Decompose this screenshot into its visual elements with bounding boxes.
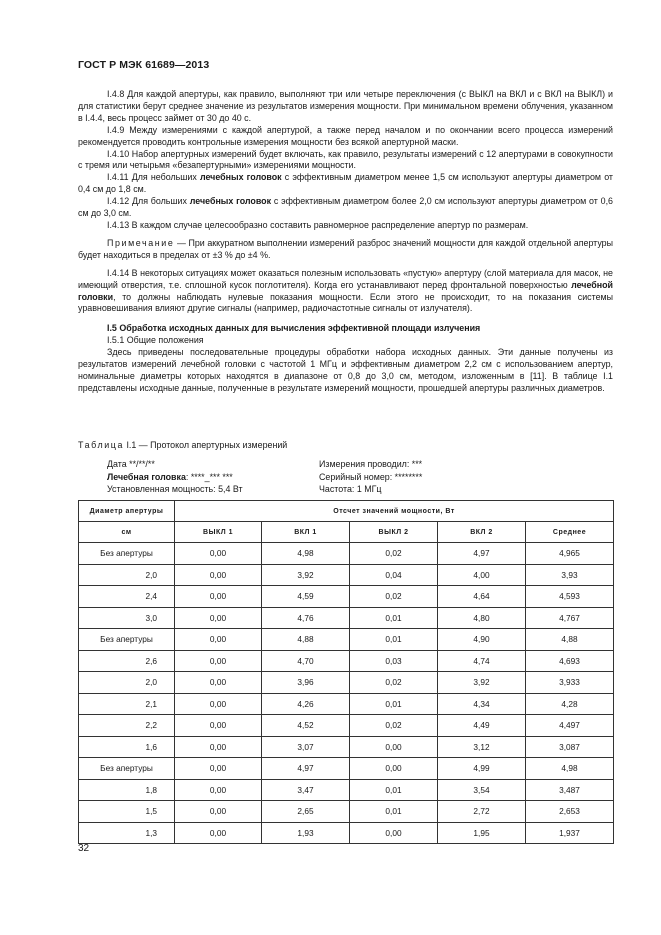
cell-value: 0,01 — [350, 801, 438, 823]
cell-value: 4,97 — [438, 543, 526, 565]
cell-value: 0,00 — [175, 736, 262, 758]
cell-value: 3,487 — [526, 779, 614, 801]
paragraph-i-5-1: Здесь приведены последовательные процедуры обработки набора исходных данных. Эти данные получены из результатов измерений лечебной головки с частотой 1 МГц и эффективным диаметром 2,2 см с использованием апертур, номинальные диаметры которых находятся в диапазоне от 0,8 до 3,0 см, методом, изложенным в [11]. В таблице I.1 представлены исходные данные, полученные в результате измерений мощности, прошедшей апертуры различных диаметров. — [78, 347, 613, 393]
table-row — [79, 586, 614, 608]
cell-value: 1,937 — [526, 822, 614, 844]
cell-value: 0,00 — [175, 543, 262, 565]
cell-value: 4,97 — [262, 758, 350, 780]
cell-value: 0,01 — [350, 779, 438, 801]
cell-diameter: 2,1 — [79, 693, 175, 715]
header-unit: см — [79, 522, 175, 543]
protocol-meta-right — [319, 458, 422, 496]
cell-value: 4,88 — [262, 629, 350, 651]
cell-value: 1,95 — [438, 822, 526, 844]
table-row — [79, 650, 614, 672]
cell-value: 0,00 — [350, 758, 438, 780]
aperture-measurement-table — [78, 500, 614, 844]
cell-value: 4,497 — [526, 715, 614, 737]
note-text: — При аккуратном выполнении измерений разброс значений мощности для каждой отдельной апертуры будет находиться в пределах от ±3 % до ±4 %. — [78, 237, 613, 260]
cell-diameter: 2,0 — [79, 672, 175, 694]
header-col: ВЫКЛ 2 — [350, 522, 438, 543]
cell-diameter: 2,2 — [79, 715, 175, 737]
cell-value: 4,70 — [262, 650, 350, 672]
meta-frequency: Частота: 1 МГц — [319, 484, 382, 495]
cell-value: 4,88 — [526, 629, 614, 651]
cell-value: 0,04 — [350, 564, 438, 586]
cell-diameter: 1,3 — [79, 822, 175, 844]
caption-label: Таблица — [78, 440, 124, 450]
cell-value: 4,64 — [438, 586, 526, 608]
caption-text: I.1 — Протокол апертурных измерений — [124, 440, 288, 450]
table-row — [79, 693, 614, 715]
table-row — [79, 564, 614, 586]
cell-value: 3,12 — [438, 736, 526, 758]
meta-head — [107, 471, 243, 484]
text-span: I.4.12 Для больших — [107, 196, 190, 207]
cell-value: 0,01 — [350, 693, 438, 715]
paragraph-i-4-14 — [78, 268, 613, 316]
table-row — [79, 543, 614, 565]
cell-value: 0,00 — [175, 801, 262, 823]
cell-diameter: Без апертуры — [79, 543, 175, 565]
term-bold: лечебных головок — [189, 196, 272, 207]
cell-value: 0,00 — [175, 629, 262, 651]
cell-value: 0,00 — [175, 779, 262, 801]
cell-value: 0,00 — [175, 672, 262, 694]
cell-diameter: 1,8 — [79, 779, 175, 801]
table-caption — [78, 440, 287, 450]
cell-value: 4,90 — [438, 629, 526, 651]
header-diameter: Диаметр апертуры — [79, 501, 175, 522]
cell-value: 4,52 — [262, 715, 350, 737]
cell-value: 0,00 — [175, 693, 262, 715]
section-title: I.5 Обработка исходных данных для вычисления эффективной площади излучения — [107, 323, 481, 334]
cell-value: 0,03 — [350, 650, 438, 672]
table-row — [79, 779, 614, 801]
cell-diameter: 2,6 — [79, 650, 175, 672]
cell-value: 0,00 — [175, 715, 262, 737]
cell-value: 4,59 — [262, 586, 350, 608]
cell-diameter: 3,0 — [79, 607, 175, 629]
header-power-report: Отсчет значений мощности, Вт — [175, 501, 614, 522]
text-span: с эффективным диаметром более 2,0 см используют апертуры диаметром от 0,6 см до 3,0 см. — [78, 196, 613, 219]
page-number: 32 — [78, 843, 90, 854]
table-row — [79, 715, 614, 737]
cell-value: 2,653 — [526, 801, 614, 823]
cell-diameter: Без апертуры — [79, 758, 175, 780]
text-span: I.4.14 В некоторых ситуациях может оказаться полезным использовать «пустую» апертуру (слой материала для масок, не имеющий отверстия, т.е. сплошной кусок поглотителя). Когда его устанавливают перед фронтальной поверхностью — [78, 267, 613, 290]
cell-diameter: 1,5 — [79, 801, 175, 823]
body-text — [78, 89, 613, 395]
meta-date: Дата **/**/** — [107, 459, 155, 469]
meta-head-value: : ****_*** *** — [185, 471, 233, 482]
cell-value: 0,00 — [350, 822, 438, 844]
cell-value: 3,087 — [526, 736, 614, 758]
cell-value: 3,93 — [526, 564, 614, 586]
meta-head-label: Лечебная головка — [107, 471, 186, 482]
table-row — [79, 672, 614, 694]
paragraph-i-4-10: I.4.10 Набор апертурных измерений будет включать, как правило, результаты измерений с 12 апертурами в совокупности с тремя или четырьмя «безапертурными» измерениями мощности. — [78, 148, 613, 171]
section-heading — [78, 323, 613, 335]
subsection-heading: I.5.1 Общие положения — [107, 335, 204, 346]
cell-value: 0,02 — [350, 672, 438, 694]
paragraph-i-4-8: I.4.8 Для каждой апертуры, как правило, выполняют три или четыре переключения (с ВЫКЛ на ВКЛ и с ВКЛ на ВЫКЛ) и для статистики берут среднее значение из результатов измерения мощности. При минимальном времени облучения, указанном в I.4.4, весь процесс займет от 30 до 40 с. — [78, 89, 613, 123]
cell-value: 0,00 — [175, 650, 262, 672]
paragraph-i-4-12 — [78, 196, 613, 220]
cell-value: 4,80 — [438, 607, 526, 629]
cell-value: 4,98 — [262, 543, 350, 565]
cell-value: 4,34 — [438, 693, 526, 715]
header-col: ВЫКЛ 1 — [175, 522, 262, 543]
cell-value: 4,98 — [526, 758, 614, 780]
text-span: I.4.11 Для небольших — [107, 172, 200, 183]
cell-value: 0,00 — [175, 758, 262, 780]
cell-value: 3,47 — [262, 779, 350, 801]
paragraph-i-4-13: I.4.13 В каждом случае целесообразно составить равномерное распределение апертур по размерам. — [107, 219, 529, 230]
note — [78, 238, 613, 262]
cell-value: 1,93 — [262, 822, 350, 844]
cell-value: 4,593 — [526, 586, 614, 608]
text-span: , то должны наблюдать нулевые показания мощности. Если этого не происходит, то на показания системы уравновешивания влияют другие сигналы (например, радиочастотные сигналы от излучателя). — [78, 291, 613, 314]
cell-value: 3,92 — [438, 672, 526, 694]
cell-value: 0,00 — [350, 736, 438, 758]
cell-value: 4,74 — [438, 650, 526, 672]
table-row — [79, 801, 614, 823]
cell-value: 4,28 — [526, 693, 614, 715]
cell-value: 4,76 — [262, 607, 350, 629]
cell-value: 4,00 — [438, 564, 526, 586]
cell-diameter: 2,0 — [79, 564, 175, 586]
table-row — [79, 822, 614, 844]
term-bold: лечебной головки — [78, 279, 613, 302]
table-row — [79, 607, 614, 629]
cell-value: 4,965 — [526, 543, 614, 565]
cell-value: 0,02 — [350, 715, 438, 737]
cell-value: 0,00 — [175, 564, 262, 586]
text-span: с эффективным диаметром менее 1,5 см используют апертуры диаметром от 0,4 см до 1,8 см. — [78, 172, 613, 195]
document-id-header: ГОСТ Р МЭК 61689—2013 — [78, 59, 210, 71]
cell-value: 4,99 — [438, 758, 526, 780]
table-row — [79, 736, 614, 758]
cell-value: 0,00 — [175, 822, 262, 844]
cell-value: 4,26 — [262, 693, 350, 715]
paragraph-i-4-9: I.4.9 Между измерениями с каждой апертурой, а также перед началом и по окончании всего процесса измерений рекомендуется проводить контрольные измерения мощности без всякой апертурной маски. — [78, 124, 613, 147]
cell-diameter: Без апертуры — [79, 629, 175, 651]
header-col: Среднее — [526, 522, 614, 543]
cell-value: 2,72 — [438, 801, 526, 823]
cell-diameter: 1,6 — [79, 736, 175, 758]
cell-value: 3,54 — [438, 779, 526, 801]
note-label: Примечание — [107, 237, 175, 248]
cell-value: 4,49 — [438, 715, 526, 737]
cell-value: 4,693 — [526, 650, 614, 672]
table-row — [79, 629, 614, 651]
cell-value: 0,02 — [350, 586, 438, 608]
protocol-meta-left — [107, 458, 243, 496]
cell-value: 0,01 — [350, 607, 438, 629]
table-body — [79, 543, 614, 844]
cell-value: 2,65 — [262, 801, 350, 823]
cell-value: 3,07 — [262, 736, 350, 758]
term-bold: лечебных головок — [199, 172, 282, 183]
cell-value: 0,01 — [350, 629, 438, 651]
cell-value: 3,933 — [526, 672, 614, 694]
paragraph-i-4-11 — [78, 172, 613, 196]
cell-diameter: 2,4 — [79, 586, 175, 608]
meta-operator: Измерения проводил: *** — [319, 459, 423, 469]
cell-value: 4,767 — [526, 607, 614, 629]
header-col: ВКЛ 2 — [438, 522, 526, 543]
table-row — [79, 758, 614, 780]
cell-value: 0,02 — [350, 543, 438, 565]
cell-value: 0,00 — [175, 586, 262, 608]
cell-value: 3,96 — [262, 672, 350, 694]
cell-value: 3,92 — [262, 564, 350, 586]
meta-power: Установленная мощность: 5,4 Вт — [107, 484, 243, 495]
header-col: ВКЛ 1 — [262, 522, 350, 543]
meta-serial: Серийный номер: ******** — [319, 471, 423, 482]
cell-value: 0,00 — [175, 607, 262, 629]
